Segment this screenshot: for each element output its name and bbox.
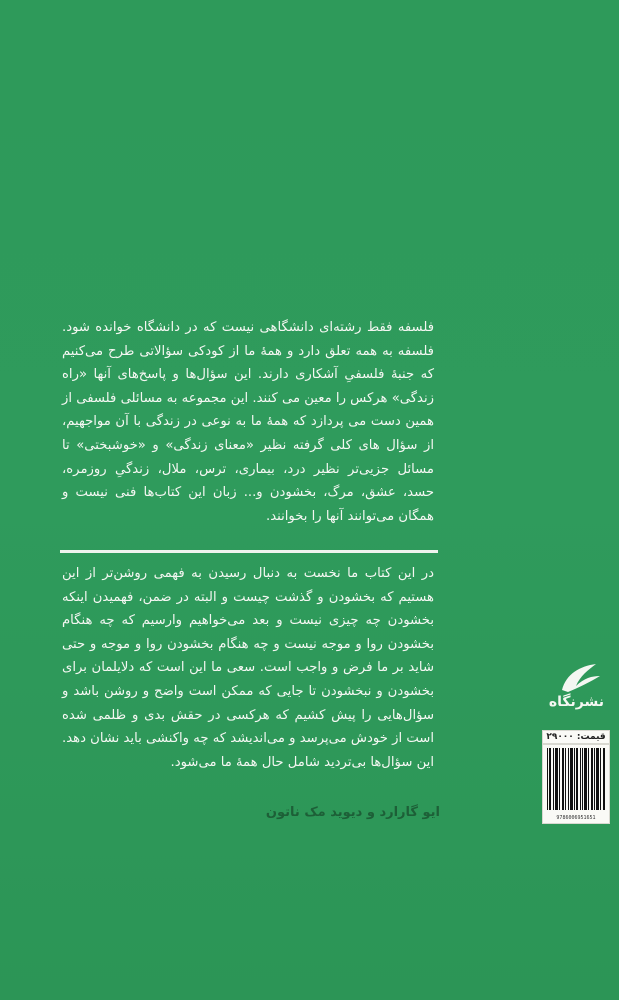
blurb-primary: فلسفه فقط رشته‌ای دانشگاهی نیست که در دانشگاه خوانده شود. فلسفه به همه تعلق دارد و همهٔ ما از کودکی سؤالاتی طرح می‌کنیم که جنبهٔ فلسفیِ آشکاری دارند. این سؤال‌ها و پاسخ‌های آنها «راه زندگی» هرکس را معین می کنند. این مجموعه به مسائلی فلسفی از همین دست می پردازد که همهٔ ما به نوعی در زندگی با آن مواجهیم، از سؤال های کلی گرفته نظیر «معنای زندگی» و «خوشبختی» تا مسائل جزیی‌تر نظیر درد، بیماری، ترس، ملال، زندگیِ روزمره، حسد، عشق، مرگ، بخشودن و... زبان این کتاب‌ها فنی نیست و همگان می‌توانند آنها را بخوانند. bbox=[62, 320, 434, 524]
authors-credit: ایو گارارد و دیوید مک ناتون bbox=[265, 805, 440, 820]
publisher-logo-text: نشرنگاه bbox=[548, 694, 604, 710]
barcode-icon bbox=[546, 748, 606, 810]
publisher-logo-icon bbox=[554, 660, 604, 696]
price-label: قیمت: ۲۹۰۰۰ bbox=[542, 730, 610, 744]
publisher-logo bbox=[548, 660, 604, 722]
divider-line bbox=[60, 550, 438, 553]
blurb-secondary: در این کتاب ما نخست به دنبال رسیدن به فهمی روشن‌تر از این هستیم که بخشودن و گذشت چیست و البته در ضمن، فهمیدن اینکه بخشودن چه چیزی نیست و بعد می‌خواهیم وارسیم که چه هنگام بخشودن روا و موجه نیست و چه هنگام بخشودن روا و موجه و حتی شاید بر ما فرض و واجب است. سعی ما این است که دلایلمان برای بخشودن و نبخشودن تا جایی که ممکن است واضح و روشن باشد و سؤال‌هایی را پیش کشیم که هرکسی در حقش بدی و ظلمی شده است از خودش می‌پرسد و می‌اندیشد که چه واکنشی باید نشان دهد. این سؤال‌ها بی‌تردید شامل حال همهٔ ما می‌شود. bbox=[62, 566, 434, 770]
isbn-number: 9786006951651 bbox=[556, 815, 596, 821]
barcode bbox=[542, 744, 610, 824]
